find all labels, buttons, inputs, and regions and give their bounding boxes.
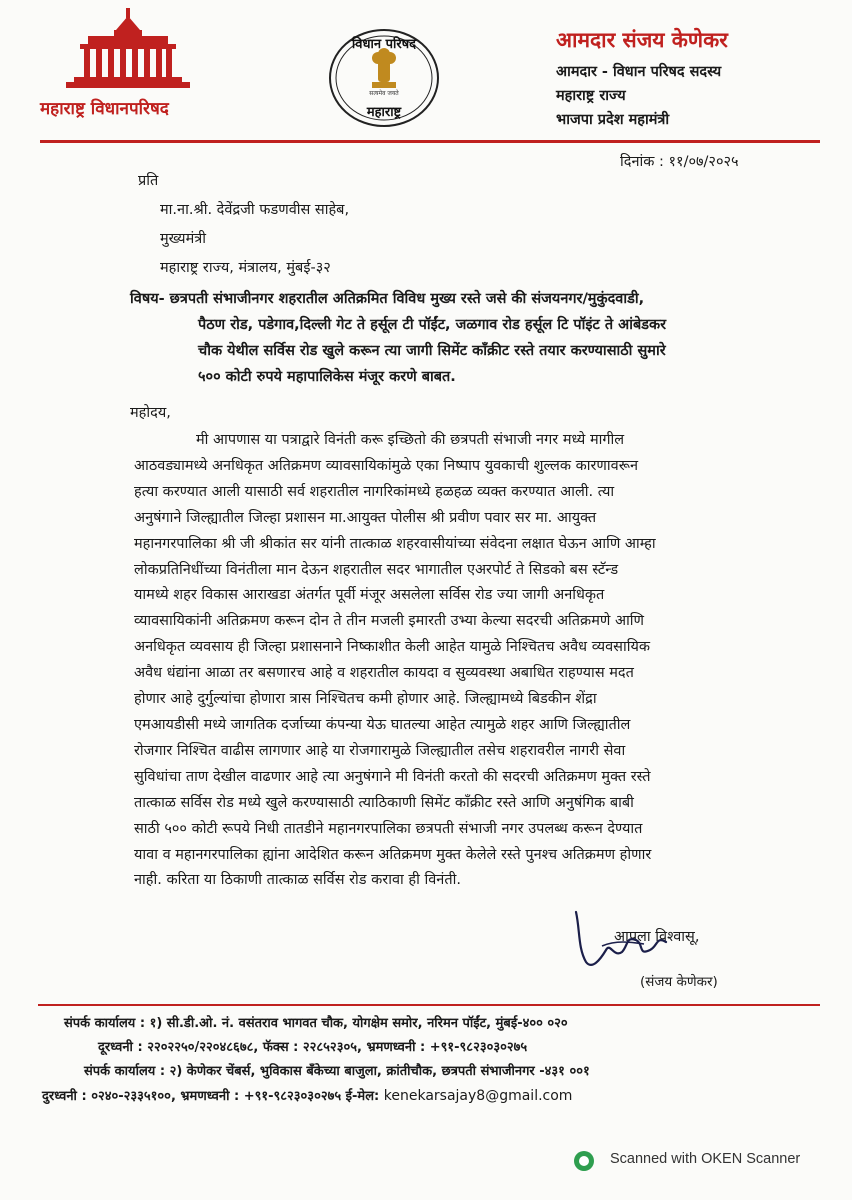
mobile-value: +९१-९८२३०३०२७५ [429,1040,528,1055]
letter-body [134,428,818,894]
phone-value: ०२४०-२३३५१००, [91,1089,176,1104]
scanner-logo-icon [574,1151,594,1171]
seal-motto: सत्यमेव जयते [369,90,399,97]
subject-line: ५०० कोटी रुपये महापालिकेस मंजूर करणे बाबत. [198,369,456,385]
body-line: सुविधांचा ताण देखील वाढणार आहे त्या अनुषंगाने मी विनंती करतो की सदरची अतिक्रमण मुक्त रस्ते [134,768,651,785]
body-line: मी आपणास या पत्राद्वारे विनंती करू इच्छितो की छत्रपती संभाजी नगर मध्ये मागील [196,432,625,448]
seal-top-text: विधान परिषद [351,37,417,52]
body-line: साठी ५०० कोटी रूपये निधी तातडीने महानगरपालिका छत्रपती संभाजी नगर उपलब्ध करून देण्यात [134,820,643,837]
sender-header [556,26,846,132]
footer-divider [38,1004,820,1006]
phone-value: २२०२२५०/२२०४८६७८, [147,1040,259,1055]
recipient-line: मा.ना.श्री. देवेंद्रजी फडणवीस साहेब, [160,202,350,218]
to-heading: प्रति [138,173,159,189]
official-seal [328,28,440,128]
body-line: नाही. करिता या ठिकाणी तात्काळ सर्विस रोड करावा ही विनंती. [134,872,461,889]
mobile-value: +९१-९८२३०३०२७५ [243,1089,342,1104]
body-line: अनधिकृत व्यवसाय ही जिल्हा प्रशासनाने निष्काशीत केली आहेत यामुळे निश्चितच अवैध व्यवसायिक [134,639,651,656]
email-label: ई-मेल: [345,1089,380,1104]
body-line: यावा व महानगरपालिका ह्यांना आदेशित करून अतिक्रमण मुक्त केलेले रस्ते पुनश्च अतिक्रमण होणार [134,846,652,863]
sender-line: महाराष्ट्र राज्य [556,88,626,104]
footer-phone-2 [42,1084,824,1109]
body-line: एमआयडीसी मध्ये जागतिक दर्जाच्या कंपन्या येऊ घातल्या आहेत त्यामुळे शहर आणि जिल्ह्यातील [134,716,631,733]
fax-value: २२८५२३०५, [302,1040,362,1055]
office-label: संपर्क कार्यालय : [84,1064,166,1079]
subject-line: पैठण रोड, पडेगाव,दिल्ली गेट ते हर्सूल टी पॉईंट, जळगाव रोड हर्सूल टि पॉइंट ते आंबेडकर [198,317,667,333]
sender-name: आमदार संजय केणेकर [556,28,728,52]
office-address: १) सी.डी.ओ. नं. वसंतराव भागवत चौक, योगक्षेम समोर, नरिमन पॉईंट, मुंबई-४०० ०२० [149,1016,568,1031]
vidhan-parishad-logo [40,8,210,118]
subject-line: चौक येथील सर्विस रोड खुले करून त्या जागी सिमेंट कॉंक्रीट रस्ते तयार करण्यासाठी सुमारे [198,343,666,359]
mobile-label: भ्रमणध्वनी : [180,1089,240,1104]
sender-line: आमदार - विधान परिषद सदस्य [556,64,722,80]
recipient-block [138,167,349,283]
body-line: अनुषंगाने जिल्ह्यातील जिल्हा प्रशासन मा.आयुक्त पोलीस श्री प्रवीण पवार सर मा. आयुक्त [134,509,597,526]
body-line: तात्काळ सर्विस रोड मध्ये खुले करण्यासाठी त्याठिकाणी सिमेंट कॉंक्रीट रस्ते आणि अनुषंगिक बाबी [134,794,634,811]
subject-line: विषय- छत्रपती संभाजीनगर शहरातील अतिक्रमित विविध मुख्य रस्ते जसे की संजयनगर/मुकुंदवाडी, [130,291,645,307]
footer-office-1 [64,1012,824,1036]
recipient-line: महाराष्ट्र राज्य, मंत्रालय, मुंबई-३२ [160,260,331,276]
header-divider [40,140,820,143]
handwritten-signature [566,900,686,980]
salutation: महोदय, [130,405,171,421]
sender-line: भाजपा प्रदेश महामंत्री [556,112,670,128]
mobile-label: भ्रमणध्वनी : [366,1040,426,1055]
office-address: २) केणेकर चेंबर्स, भुविकास बँकेच्या बाजुला, क्रांतीचौक, छत्रपती संभाजीनगर -४३१ ००१ [169,1064,590,1079]
vidhan-bhavan-icon [58,8,198,94]
closing: आपला विश्वासू, [614,929,700,945]
logo-caption: महाराष्ट्र विधानपरिषद [40,99,169,119]
subject-block [130,286,810,390]
body-line: हत्या करण्यात आली यासाठी सर्व शहरातील नागरिकांमध्ये हळहळ व्यक्त करण्यात आली. त्या [134,483,615,500]
body-line: होणार आहे दुर्गुल्यांचा होणारा त्रास निश्चितच कमी होणार आहे. जिल्ह्यामध्ये बिडकीन शेंद्रा [134,691,597,708]
footer-phone-1 [64,1036,824,1060]
email-link[interactable]: kenekarsajay8@gmail.com [383,1088,573,1104]
body-line: आठवड्यामध्ये अनधिकृत अतिक्रमण व्यावसायिकांमुळे एका निष्पाप युवकाची शुल्लक कारणावरून [134,457,639,474]
scanner-text: Scanned with OKEN Scanner [610,1151,801,1167]
footer-office-2 [64,1060,824,1084]
body-line: अवैध धंद्यांना आळा तर बसणारच आहे व शहरातील कायदा व सुव्यवस्था अबाधित राहण्यास मदत [134,665,634,682]
phone-label: दुरध्वनी : [42,1089,87,1104]
body-line: रोजगार निश्चित वाढीस लागणार आहे या रोजगारामुळे जिल्ह्यातील तसेच शहरावरील नागरी सेवा [134,742,626,759]
recipient-line: मुख्यमंत्री [160,231,206,247]
footer-contact [42,1012,824,1109]
seal-bottom-text: महाराष्ट्र [366,105,402,120]
letter-date: दिनांक : ११/०७/२०२५ [620,154,739,170]
fax-label: फॅक्स : [262,1040,299,1055]
body-line: लोकप्रतिनिधींच्या विनंतीला मान देऊन शहरातील सदर भागातील एअरपोर्ट ते सिडको बस स्टॅन्ड [134,561,619,578]
signature-name: (संजय केणेकर) [640,974,718,990]
body-line: यामध्ये शहर विकास आराखडा अंतर्गत पूर्वी मंजूर असलेला सर्विस रोड ज्या जागी अनधिकृत [134,587,605,604]
body-line: व्यावसायिकांनी अतिक्रमण करून दोन ते तीन मजली इमारती उभ्या केल्या सदरची अतिक्रमणे आणि [134,613,645,630]
body-line: महानगरपालिका श्री जी श्रीकांत सर यांनी तात्काळ शहरवासीयांच्या संवेदना लक्षात घेऊन आणि आम्हा [134,535,656,552]
office-label: संपर्क कार्यालय : [64,1016,146,1031]
phone-label: दूरध्वनी : [98,1040,143,1055]
